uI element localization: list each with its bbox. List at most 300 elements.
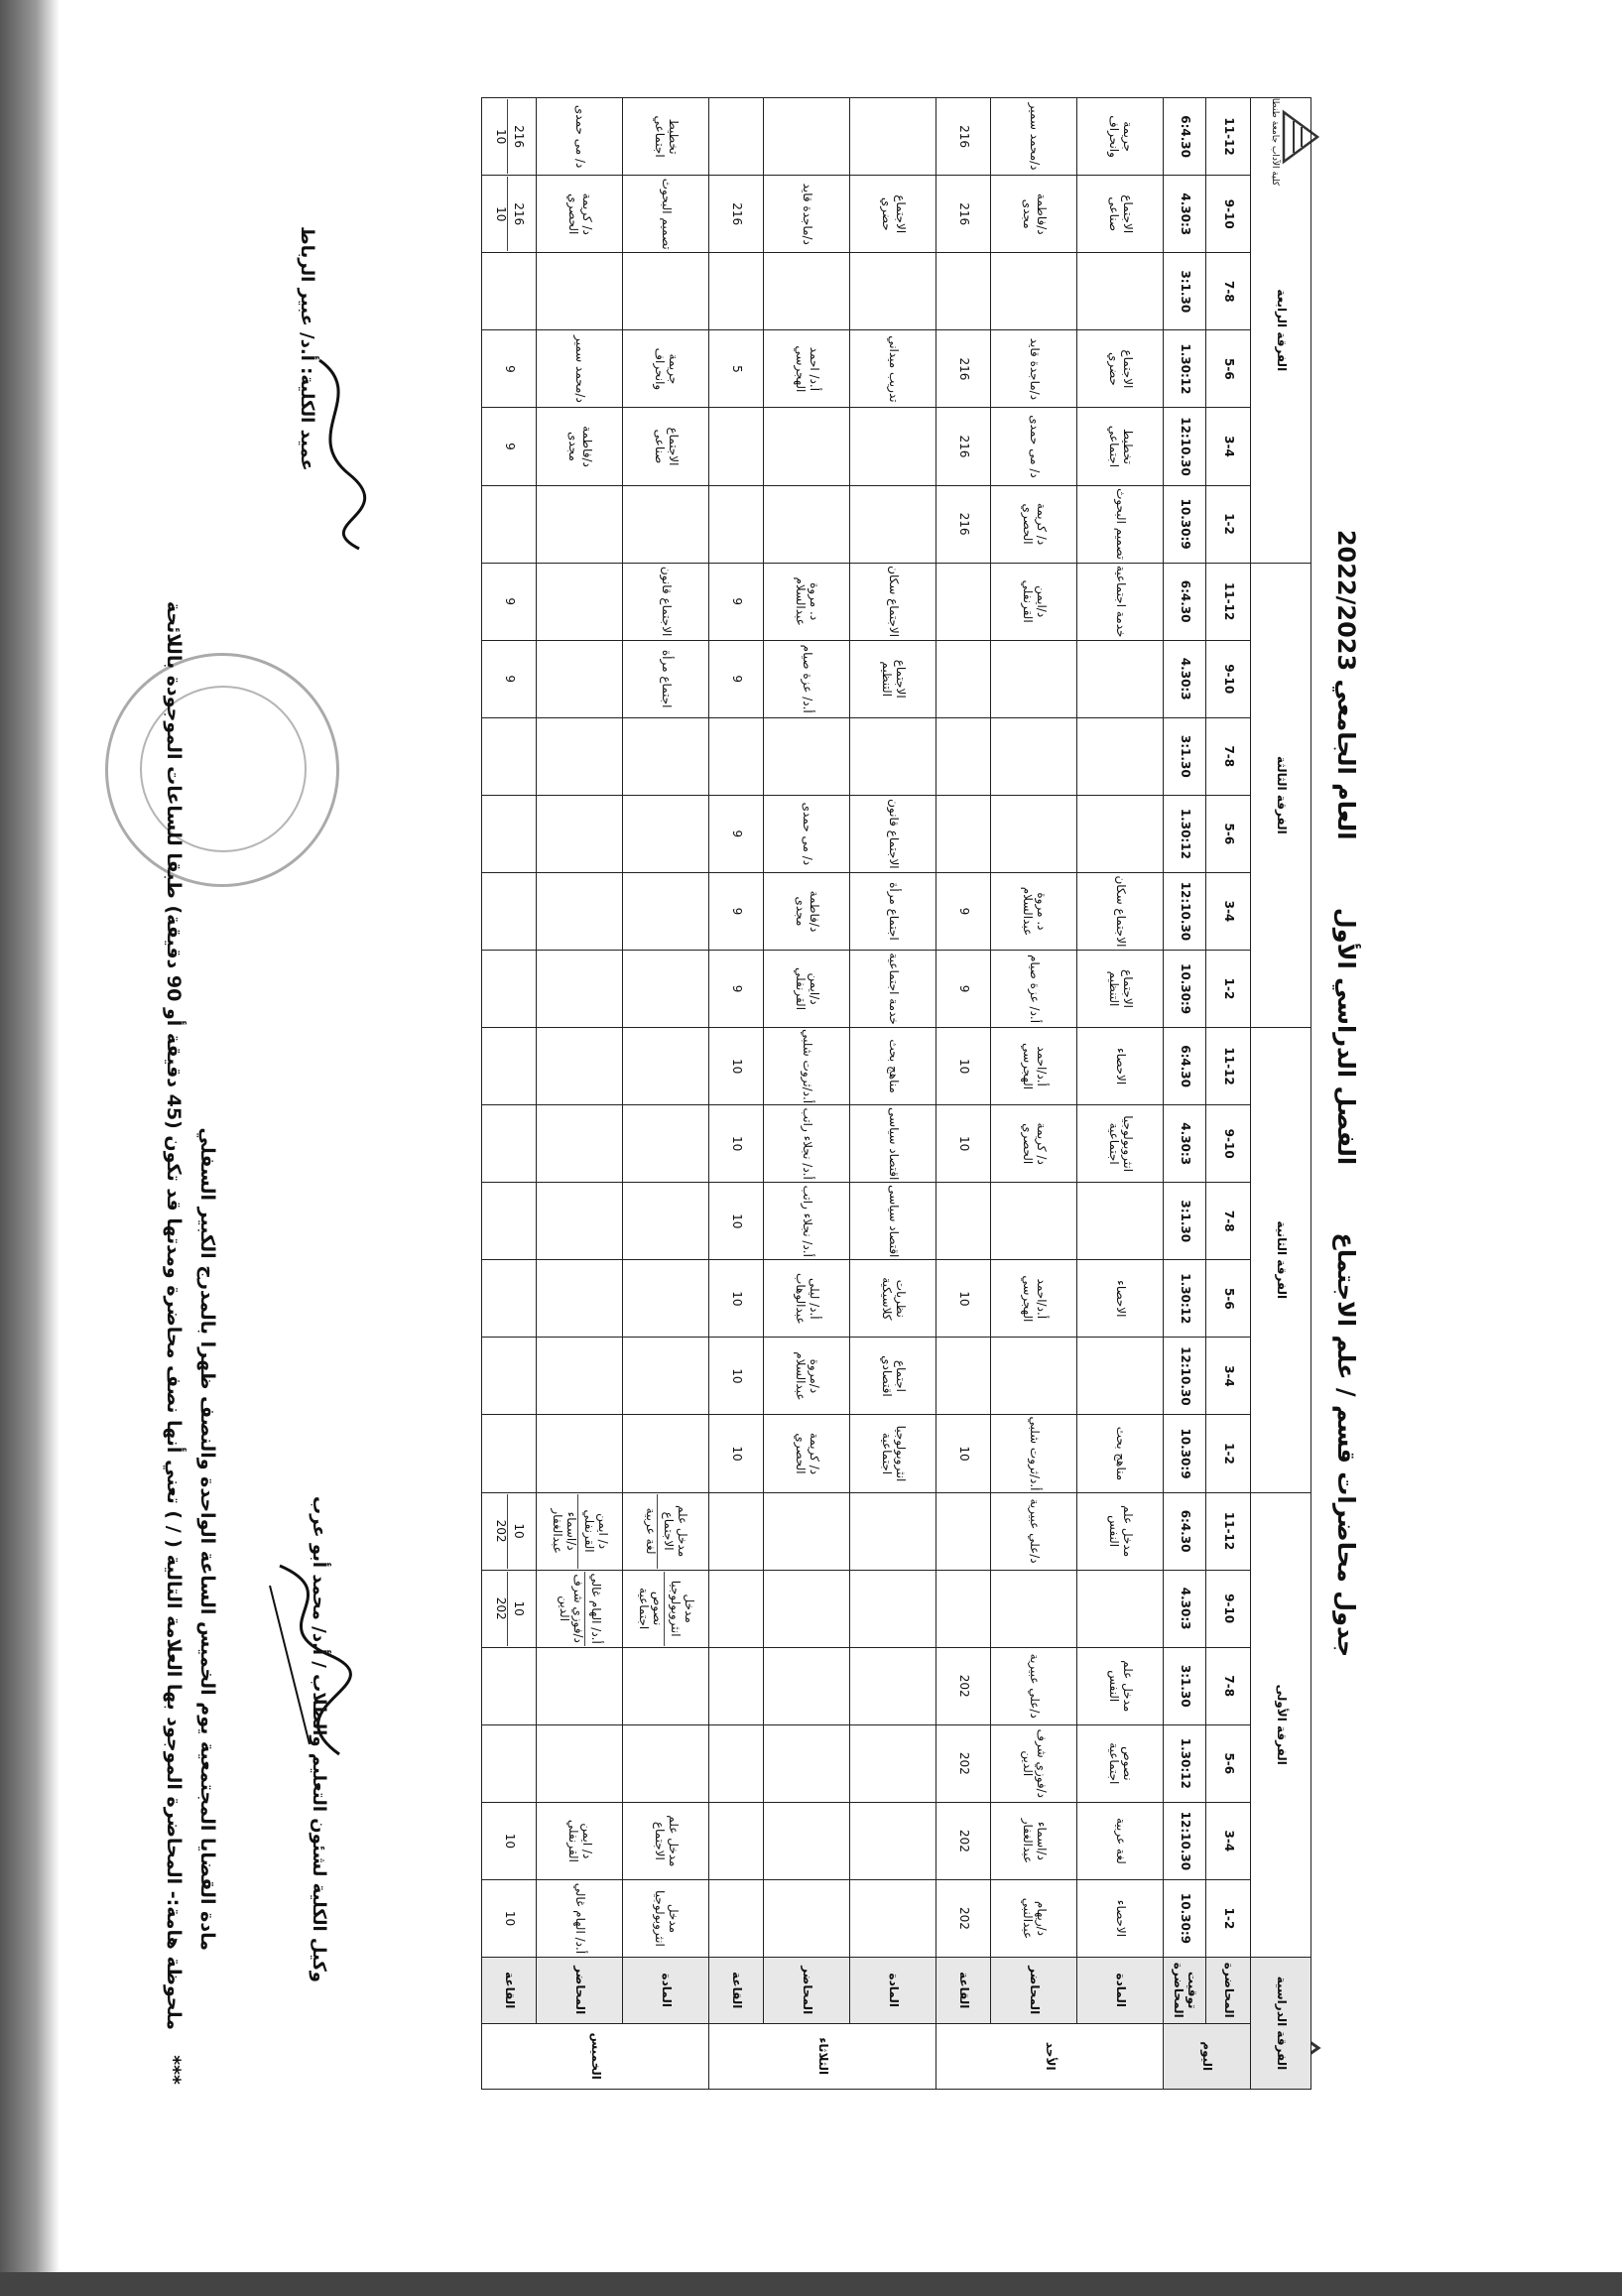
room-cell: [709, 1802, 764, 1879]
room-cell: [709, 98, 764, 176]
room-text: 202: [956, 1674, 971, 1698]
subject-cell: [623, 640, 709, 717]
subject-text: الاجتماع سكان: [886, 566, 901, 638]
room-cell: [709, 1570, 764, 1647]
slot-row: [1206, 98, 1251, 2090]
subject-cell: [850, 98, 936, 176]
room-cell: [482, 330, 537, 408]
professor-cell: [764, 1338, 850, 1415]
professor-cell: [991, 1724, 1077, 1802]
subject-cell: [1077, 176, 1164, 253]
subject-cell: [850, 253, 936, 330]
note-stars: ***: [163, 2055, 185, 2085]
row-label-professor: المحاضر: [764, 1958, 850, 2024]
subject-cell: [850, 1415, 936, 1492]
professor-cell: [991, 872, 1077, 950]
subject-cell: [1077, 1183, 1164, 1260]
room-cell: [482, 1492, 537, 1570]
professor-cell: [764, 950, 850, 1027]
professor-cell: [764, 253, 850, 330]
professor-cell: [991, 1802, 1077, 1879]
professor-text: أ.د/ نجلاء راتب: [800, 1107, 814, 1180]
professor-cell: [764, 485, 850, 563]
room-cell: [482, 872, 537, 950]
dean-signature: عميد الكلية: أ.د/ عبير الرباط: [297, 226, 317, 471]
time-value: 6:4.30: [1164, 98, 1206, 176]
room-text: 9: [502, 675, 517, 684]
room-cell: [482, 640, 537, 717]
professor-cell: [764, 1647, 850, 1724]
subject-cell: [1077, 1879, 1164, 1957]
slot-number: 5-6: [1206, 1724, 1251, 1802]
professor-cell: [991, 485, 1077, 563]
room-text: 5: [729, 365, 744, 373]
professor-text-extra: د/فوزي شرف الدين: [557, 1572, 585, 1646]
professor-cell: [537, 98, 623, 176]
subject-cell: [850, 176, 936, 253]
room-cell: [482, 1260, 537, 1338]
subject-cell: [1077, 98, 1164, 176]
room-text: 10: [729, 1136, 744, 1152]
slot-number: 7-8: [1206, 1647, 1251, 1724]
subject-cell: [623, 485, 709, 563]
professor-text: د/ايمن القرنفلي: [794, 966, 821, 1011]
room-cell: [936, 1802, 991, 1879]
subject-cell: [623, 408, 709, 485]
professor-cell: [991, 1183, 1077, 1260]
professor-text: أ.د/ الهام غالي: [572, 1882, 587, 1955]
room-cell: [482, 176, 537, 253]
room-text: 10: [729, 1446, 744, 1462]
subject-text: نظريات كلاسيكية: [880, 1277, 908, 1321]
time-value: 3:1.30: [1164, 253, 1206, 330]
day-name: الخميس: [482, 2023, 709, 2090]
group-header-row: [1251, 98, 1311, 2090]
slot-number: 3-4: [1206, 872, 1251, 950]
subject-text: خدمة اجتماعية: [886, 953, 901, 1025]
professor-text: د/محمد سمير: [1027, 102, 1042, 171]
room-cell: [482, 1183, 537, 1260]
room-cell: [936, 563, 991, 640]
subject-text: الاجتماع قانون: [659, 566, 674, 637]
subject-text: اجتماع اقتصادي: [880, 1355, 908, 1397]
professor-cell: [537, 1028, 623, 1105]
time-value: 10.30:9: [1164, 950, 1206, 1027]
subject-cell: [1077, 330, 1164, 408]
subject-cell: [623, 563, 709, 640]
subject-cell: [623, 1647, 709, 1724]
professor-text: أ.د/ عزة صيام: [800, 644, 814, 713]
subject-text: مدخل علم النفس: [1107, 1660, 1135, 1713]
schedule-title: جدول محاضرات قسم / علم الاجتماع: [1332, 1232, 1360, 1658]
professor-text-extra: د/اسماء عبدالغفار: [550, 1494, 578, 1569]
room-text: 10: [511, 1600, 526, 1616]
professor-text: أ.د/ الهام غالي: [588, 1573, 603, 1644]
time-value: 12:10.30: [1164, 1802, 1206, 1879]
professor-cell: [537, 485, 623, 563]
professor-cell: [991, 1338, 1077, 1415]
vice-dean-signature: وكيل الكلية لشئون التعليم والطلاب / أ.د/ محمد أبو عرب: [309, 1496, 329, 1982]
subject-cell: [623, 872, 709, 950]
professor-cell: [991, 98, 1077, 176]
subject-cell: [623, 1105, 709, 1183]
subject-cell: [850, 1724, 936, 1802]
subject-text: تصميم البحوث: [659, 178, 674, 250]
slot-number: 5-6: [1206, 795, 1251, 872]
room-text: 10: [956, 1136, 971, 1152]
subject-cell: [1077, 1802, 1164, 1879]
subject-cell: [1077, 1260, 1164, 1338]
subject-cell: [850, 1338, 936, 1415]
room-cell: [709, 563, 764, 640]
professor-text: د/ كريمة الحصري: [1021, 502, 1049, 546]
time-value: 4.30:3: [1164, 176, 1206, 253]
room-text: 9: [729, 907, 744, 916]
row-label-subject: المادة: [850, 1958, 936, 2024]
room-cell: [482, 1338, 537, 1415]
scan-edge: [0, 0, 60, 2296]
room-cell: [482, 1802, 537, 1879]
professor-cell: [764, 1879, 850, 1957]
room-cell: [482, 1028, 537, 1105]
subject-cell: [623, 1338, 709, 1415]
professor-cell: [764, 795, 850, 872]
room-text: 216: [956, 435, 971, 458]
room-cell: [709, 1724, 764, 1802]
schedule-page: [71, 97, 1371, 2090]
college-seal-icon: [105, 653, 339, 887]
room-text: 10: [956, 1058, 971, 1075]
subject-cell: [1077, 1724, 1164, 1802]
day-label: اليوم: [1164, 2023, 1251, 2090]
professor-text: د/ كريمة الحصري: [1021, 1122, 1049, 1165]
professor-cell: [764, 1183, 850, 1260]
room-text: 10: [729, 1213, 744, 1229]
room-text-extra: 202: [493, 1572, 508, 1646]
professor-cell: [764, 1260, 850, 1338]
subject-text: تدريب ميداني: [886, 335, 901, 403]
room-cell: [936, 950, 991, 1027]
time-value: 6:4.30: [1164, 1028, 1206, 1105]
slot-number: 1-2: [1206, 950, 1251, 1027]
slot-number: 5-6: [1206, 330, 1251, 408]
subject-text: مناهج بحث: [886, 1039, 901, 1093]
time-value: 12:10.30: [1164, 1338, 1206, 1415]
professor-text: د/ ايمن القرنفلي: [566, 1819, 594, 1862]
professor-cell: [991, 176, 1077, 253]
room-cell: [936, 1338, 991, 1415]
slot-number: 9-10: [1206, 1105, 1251, 1183]
time-value: 6:4.30: [1164, 563, 1206, 640]
room-cell: [709, 1647, 764, 1724]
subject-text: الاحصاء: [1113, 1280, 1128, 1318]
room-cell: [482, 1415, 537, 1492]
time-value: 1.30:12: [1164, 330, 1206, 408]
room-cell: [709, 1028, 764, 1105]
subject-text: تخطيط اجتماعي: [653, 115, 681, 158]
room-cell: [482, 950, 537, 1027]
professor-cell: [537, 408, 623, 485]
slot-number: 1-2: [1206, 1879, 1251, 1957]
subject-cell: [1077, 1028, 1164, 1105]
time-value: 4.30:3: [1164, 640, 1206, 717]
subject-text: خدمة اجتماعية: [1113, 565, 1128, 638]
day-row-professor: [991, 98, 1077, 2090]
professor-text: أ.د/ ليلى عبدالوهاب: [794, 1273, 821, 1325]
room-cell: [709, 1183, 764, 1260]
professor-cell: [537, 1879, 623, 1957]
room-cell: [709, 1105, 764, 1183]
time-value: 10.30:9: [1164, 1415, 1206, 1492]
time-value: 10.30:9: [1164, 485, 1206, 563]
group-name: الفرقة الأولى: [1251, 1492, 1311, 1957]
room-text-extra: 202: [493, 1494, 508, 1569]
room-cell: [936, 1492, 991, 1570]
time-value: 12:10.30: [1164, 872, 1206, 950]
time-value: 1.30:12: [1164, 1724, 1206, 1802]
subject-cell: [623, 98, 709, 176]
subject-cell: [850, 1647, 936, 1724]
room-cell: [709, 253, 764, 330]
subject-text: الاجتماع صناعى: [653, 427, 681, 466]
note-line-2: ملحوظة هامة:- المحاضرة الموجود بها العلامة التالية ( / ) تعني أنها نصف محاضرة ومدتها قد تكون (45 دقيقة أو 90 دقيقة) طبقا للساعات الموجودة باللائحة: [163, 600, 185, 2030]
row-label-subject: المادة: [623, 1958, 709, 2024]
professor-cell: [991, 1260, 1077, 1338]
professor-text: أ.د/احمد الهجرسي: [1021, 1043, 1049, 1090]
semester-label: الفصل الدراسي الأول: [1332, 907, 1360, 1166]
professor-text: د/ايمن القرنفلي: [1021, 579, 1049, 623]
subject-text: مدخل انثروبولوجيا: [668, 1580, 696, 1637]
row-label-subject: المادة: [1077, 1958, 1164, 2024]
subject-cell: [623, 950, 709, 1027]
room-cell: [482, 563, 537, 640]
row-label-room: القاعة: [936, 1958, 991, 2024]
subject-text: مدخل علم النفس: [1107, 1504, 1135, 1558]
room-text: 9: [729, 984, 744, 993]
room-cell: [936, 408, 991, 485]
subject-cell: [1077, 950, 1164, 1027]
professor-text: د/ ايمن القرنفلي: [581, 1509, 610, 1553]
day-row-professor: [764, 98, 850, 2090]
slot-number: 3-4: [1206, 1802, 1251, 1879]
slot-number: 9-10: [1206, 1570, 1251, 1647]
subject-cell: [623, 795, 709, 872]
professor-cell: [991, 1105, 1077, 1183]
scan-bottom-edge: [0, 2272, 1622, 2296]
professor-cell: [537, 1415, 623, 1492]
subject-text: الاجتماع سكان: [1113, 875, 1128, 948]
subject-text: مدخل علم الاجتماع: [653, 1815, 681, 1867]
subject-cell: [623, 330, 709, 408]
room-cell: [936, 1260, 991, 1338]
professor-cell: [764, 1492, 850, 1570]
subject-cell: [623, 1415, 709, 1492]
professor-cell: [764, 717, 850, 795]
subject-text-extra: لغة عربية: [643, 1494, 658, 1569]
slot-number: 7-8: [1206, 253, 1251, 330]
subject-text: اقتصاد سياسى: [886, 1107, 901, 1181]
room-cell: [936, 98, 991, 176]
room-cell: [482, 408, 537, 485]
subject-cell: [1077, 253, 1164, 330]
professor-cell: [537, 717, 623, 795]
slot-number: 11-12: [1206, 563, 1251, 640]
professor-cell: [991, 717, 1077, 795]
professor-cell: [764, 640, 850, 717]
room-cell: [482, 1105, 537, 1183]
time-value: 12:10.30: [1164, 408, 1206, 485]
schedule-table: [481, 97, 1311, 2090]
room-text: 9: [956, 984, 971, 993]
professor-text: د/ريهام عبدالنبي: [1021, 1897, 1049, 1940]
room-cell: [709, 872, 764, 950]
subject-cell: [850, 563, 936, 640]
room-text: 9: [502, 443, 517, 450]
room-cell: [709, 1260, 764, 1338]
professor-text: د/ مى حمدى: [1027, 415, 1042, 478]
room-text: 216: [956, 125, 971, 149]
subject-cell: [1077, 1415, 1164, 1492]
subject-cell: [850, 717, 936, 795]
subject-cell: [850, 640, 936, 717]
room-cell: [482, 1724, 537, 1802]
professor-cell: [537, 1338, 623, 1415]
professor-cell: [991, 950, 1077, 1027]
dean-handwritten-signature-icon: [290, 355, 379, 554]
subject-cell: [623, 176, 709, 253]
professor-cell: [764, 1570, 850, 1647]
room-text: 9: [502, 597, 517, 605]
room-text: 216: [511, 202, 526, 226]
room-text: 10: [729, 1291, 744, 1307]
room-cell: [709, 330, 764, 408]
room-cell: [936, 1724, 991, 1802]
subject-cell: [850, 1028, 936, 1105]
professor-cell: [991, 1028, 1077, 1105]
subject-cell: [623, 1802, 709, 1879]
professor-cell: [764, 408, 850, 485]
room-text: 9: [729, 597, 744, 605]
subject-cell: [1077, 640, 1164, 717]
professor-cell: [537, 253, 623, 330]
day-row-room: [936, 98, 991, 2090]
room-text: 10: [511, 1523, 526, 1539]
room-cell: [482, 485, 537, 563]
day-row-subject: [850, 98, 936, 2090]
row-label-room: القاعة: [482, 1958, 537, 2024]
subject-cell: [623, 1492, 709, 1570]
professor-cell: [537, 1647, 623, 1724]
subject-cell: [1077, 1647, 1164, 1724]
professor-cell: [537, 950, 623, 1027]
subject-cell: [1077, 795, 1164, 872]
subject-text: مدخل علم الاجتماع: [661, 1504, 689, 1558]
slot-number: 1-2: [1206, 485, 1251, 563]
time-value: 1.30:12: [1164, 795, 1206, 872]
subject-cell: [850, 950, 936, 1027]
time-value: 4.30:3: [1164, 1105, 1206, 1183]
professor-text: د/ مى حمدى: [800, 802, 814, 866]
subject-text: جريمة وانحراف: [653, 347, 681, 391]
room-cell: [936, 1879, 991, 1957]
group-name: الفرقة الثالثة: [1251, 563, 1311, 1027]
professor-text: د/علي عبيرية: [1027, 1498, 1042, 1564]
professor-cell: [991, 408, 1077, 485]
professor-cell: [991, 253, 1077, 330]
slot-label: المحاضرة: [1206, 1958, 1251, 2024]
professor-cell: [537, 1802, 623, 1879]
room-cell: [709, 640, 764, 717]
group-name: الفرقة الرابعة: [1251, 98, 1311, 564]
subject-text: اقتصاد سياسى: [886, 1185, 901, 1258]
professor-cell: [991, 563, 1077, 640]
subject-cell: [850, 1802, 936, 1879]
subject-cell: [850, 330, 936, 408]
subject-cell: [623, 1260, 709, 1338]
professor-text: د/علي عبيرية: [1027, 1653, 1042, 1719]
professor-text: د/ماجدة قايد: [800, 183, 814, 245]
subject-text: اجتماع مرأة: [886, 882, 901, 941]
subject-text: انثروبولوجيا اجتماعية: [1107, 1115, 1135, 1173]
subject-text: اجتماع مرأة: [659, 649, 674, 708]
subject-text: الاجتماع حضري: [880, 194, 908, 234]
professor-cell: [991, 1492, 1077, 1570]
subject-cell: [623, 1724, 709, 1802]
subject-cell: [1077, 1338, 1164, 1415]
slot-number: 11-12: [1206, 1492, 1251, 1570]
professor-text: د. مروة عبدالسلام: [794, 576, 821, 626]
day-row-professor: [537, 98, 623, 2090]
professor-cell: [764, 1724, 850, 1802]
room-text: 10: [502, 1833, 517, 1850]
subject-cell: [623, 1879, 709, 1957]
room-cell: [709, 1415, 764, 1492]
subject-cell: [623, 1183, 709, 1260]
room-cell: [936, 1415, 991, 1492]
subject-cell: [850, 1260, 936, 1338]
handwritten-signature-icon: [250, 1556, 369, 1774]
professor-text: د/فاطمة مجدى: [566, 426, 594, 467]
professor-cell: [764, 1802, 850, 1879]
time-value: 4.30:3: [1164, 1570, 1206, 1647]
professor-cell: [991, 640, 1077, 717]
day-row-subject: [1077, 98, 1164, 2090]
room-cell: [936, 872, 991, 950]
time-value: 6:4.30: [1164, 1492, 1206, 1570]
professor-cell: [764, 330, 850, 408]
professor-text: أ.د/ نجلاء راتب: [800, 1185, 814, 1257]
room-text: 10: [956, 1446, 971, 1462]
subject-text: نصوص اجتماعية: [1107, 1742, 1135, 1785]
room-text: 10: [729, 1058, 744, 1075]
time-value: 10.30:9: [1164, 1879, 1206, 1957]
group-name: الفرقة الثانية: [1251, 1028, 1311, 1492]
professor-text: أ.د/ احمد الهجرسي: [794, 345, 821, 393]
subject-text: الاحصاء: [1113, 1899, 1128, 1938]
room-text: 9: [502, 365, 517, 373]
subject-cell: [1077, 408, 1164, 485]
subject-cell: [1077, 1570, 1164, 1647]
professor-cell: [991, 795, 1077, 872]
room-text: 216: [729, 202, 744, 226]
subject-cell: [850, 1183, 936, 1260]
slot-number: 3-4: [1206, 1338, 1251, 1415]
subject-text: الاجتماع التنظيم: [1107, 969, 1135, 1009]
room-cell: [936, 176, 991, 253]
professor-text: د/اسماء عبدالغفار: [1021, 1818, 1049, 1864]
room-text: 202: [956, 1751, 971, 1775]
subject-text: الاجتماع التنظيم: [880, 659, 908, 699]
